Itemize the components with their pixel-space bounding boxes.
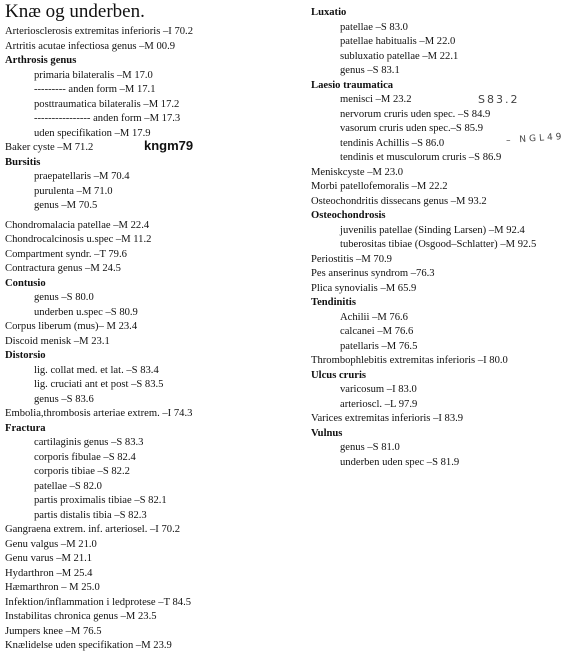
entry: Genu varus –M 21.1 [5, 553, 93, 564]
section-heading: Arthrosis genus [5, 55, 77, 66]
entry: Knælidelse uden specifikation –M 23.9 [5, 640, 172, 651]
entry: Osteochondritis dissecans genus –M 93.2 [311, 195, 487, 207]
sub-entry: patellae –S 83.0 [340, 21, 408, 33]
sub-entry: partis distalis tibia –S 82.3 [34, 509, 147, 521]
sub-entry: posttraumatica bilateralis –M 17.2 [34, 98, 180, 110]
sub-entry: genus –S 80.0 [34, 292, 94, 303]
sub-entry: genus –M 70.5 [34, 200, 98, 211]
sub-entry: praepatellaris –M 70.4 [34, 171, 130, 182]
sub-entry: Achilii –M 76.6 [340, 311, 408, 323]
sub-entry: primaria bilateralis –M 17.0 [34, 69, 153, 81]
sub-entry: purulenta –M 71.0 [34, 185, 113, 197]
right-entry-list [311, 6, 585, 470]
sub-entry: --------- anden form –M 17.1 [34, 84, 156, 95]
sub-entry: ---------------- anden form –M 17.3 [34, 113, 181, 124]
sub-entry: genus –S 83.1 [340, 65, 400, 76]
sub-entry: patellae habitualis –M 22.0 [340, 36, 456, 47]
entry: Compartment syndr. –T 79.6 [5, 248, 127, 260]
entry: Pes anserinus syndrom –76.3 [311, 268, 435, 279]
entry: Thrombophlebitis extremitas inferioris –I 80.0 [311, 355, 508, 366]
entry: Instabilitas chronica genus –M 23.5 [5, 611, 157, 622]
entry: Corpus liberum (mus)– M 23.4 [5, 321, 138, 332]
left-column [5, 0, 305, 654]
sub-entry: genus –S 83.6 [34, 393, 94, 405]
entry: Plica synovialis –M 65.9 [311, 282, 417, 294]
section-heading: Contusio [5, 277, 46, 289]
sub-entry: corporis fibulae –S 82.4 [34, 451, 136, 463]
sub-entry: tendinis Achillis –S 86.0 [340, 137, 445, 149]
right-column [311, 6, 585, 470]
entry: Periostitis –M 70.9 [311, 253, 392, 265]
entry: Varices extremitas inferioris –I 83.9 [311, 413, 464, 424]
entry: Arteriosclerosis extremitas inferioris –I 70.2 [5, 26, 193, 37]
section-heading: Vulnus [311, 427, 343, 439]
sub-entry: lig. cruciati ant et post –S 83.5 [34, 379, 164, 390]
sub-entry: juvenilis patellae (Sinding Larsen) –M 92.4 [340, 224, 525, 236]
entry: Discoid menisk –M 23.1 [5, 335, 110, 347]
sub-entry: patellae –S 82.0 [34, 480, 102, 492]
sub-entry: underben uden spec –S 81.9 [340, 456, 460, 468]
section-heading: Distorsio [5, 350, 46, 361]
sub-entry: nervorum cruris uden spec. –S 84.9 [340, 108, 491, 120]
sub-entry: lig. collat med. et lat. –S 83.4 [34, 364, 159, 376]
section-heading: Osteochondrosis [311, 210, 386, 221]
handwritten-note-ngl49: – NGL49 [505, 131, 565, 147]
entry: Morbi patellofemoralis –M 22.2 [311, 181, 448, 192]
sub-entry: uden specifikation –M 17.9 [34, 127, 151, 139]
entry: Contractura genus –M 24.5 [5, 263, 121, 274]
entry: Chondrocalcinosis u.spec –M 11.2 [5, 234, 152, 245]
sub-entry: corporis tibiae –S 82.2 [34, 466, 130, 477]
sub-entry: varicosum –I 83.0 [340, 384, 417, 395]
section-heading: Laesio traumatica [311, 79, 394, 91]
section-heading: Tendinitis [311, 297, 356, 308]
entry: Gangraena extrem. inf. arteriosel. –I 70.2 [5, 524, 181, 535]
entry: Chondromalacia patellae –M 22.4 [5, 219, 150, 231]
section-heading: Bursitis [5, 156, 41, 168]
entry: Embolia,thrombosis arteriae extrem. –I 74.3 [5, 408, 193, 419]
entry: Artritis acutae infectiosa genus –M 00.9 [5, 40, 176, 52]
sub-entry: tuberositas tibiae (Osgood–Schlatter) –M 92.5 [340, 239, 537, 250]
handwritten-note-s832: S83.2 [478, 93, 520, 106]
sub-entry: subluxatio patellae –M 22.1 [340, 50, 459, 62]
entry: Baker cyste –M 71.2 [5, 142, 94, 153]
stamp-label: kngm79 [144, 138, 194, 153]
sub-entry: vasorum cruris uden spec.–S 85.9 [340, 123, 483, 134]
sub-entry: cartilaginis genus –S 83.3 [34, 437, 144, 448]
entry: Infektion/inflammation i ledprotese –T 84.5 [5, 596, 192, 608]
sub-entry: patellaris –M 76.5 [340, 340, 418, 352]
entry: Meniskcyste –M 23.0 [311, 166, 404, 178]
sub-entry: genus –S 81.0 [340, 442, 400, 453]
section-heading: Ulcus cruris [311, 369, 367, 381]
sub-entry: partis proximalis tibiae –S 82.1 [34, 495, 167, 506]
entry: Jumpers knee –M 76.5 [5, 625, 102, 637]
section-heading: Luxatio [311, 7, 347, 18]
sub-entry: calcanei –M 76.6 [340, 326, 414, 337]
sub-entry: arterioscl. –L 97.9 [340, 398, 418, 410]
section-heading: Fractura [5, 422, 46, 434]
sub-entry: menisci –M 23.2 [340, 94, 412, 105]
entry: Genu valgus –M 21.0 [5, 538, 97, 550]
page-title: Knæ og underben. [5, 1, 145, 22]
left-entry-list [5, 25, 305, 654]
sub-entry: underben u.spec –S 80.9 [34, 306, 138, 318]
entry: Hæmarthron – M 25.0 [5, 582, 100, 593]
entry: Hydarthron –M 25.4 [5, 567, 93, 579]
sub-entry: tendinis et musculorum cruris –S 86.9 [340, 152, 502, 163]
